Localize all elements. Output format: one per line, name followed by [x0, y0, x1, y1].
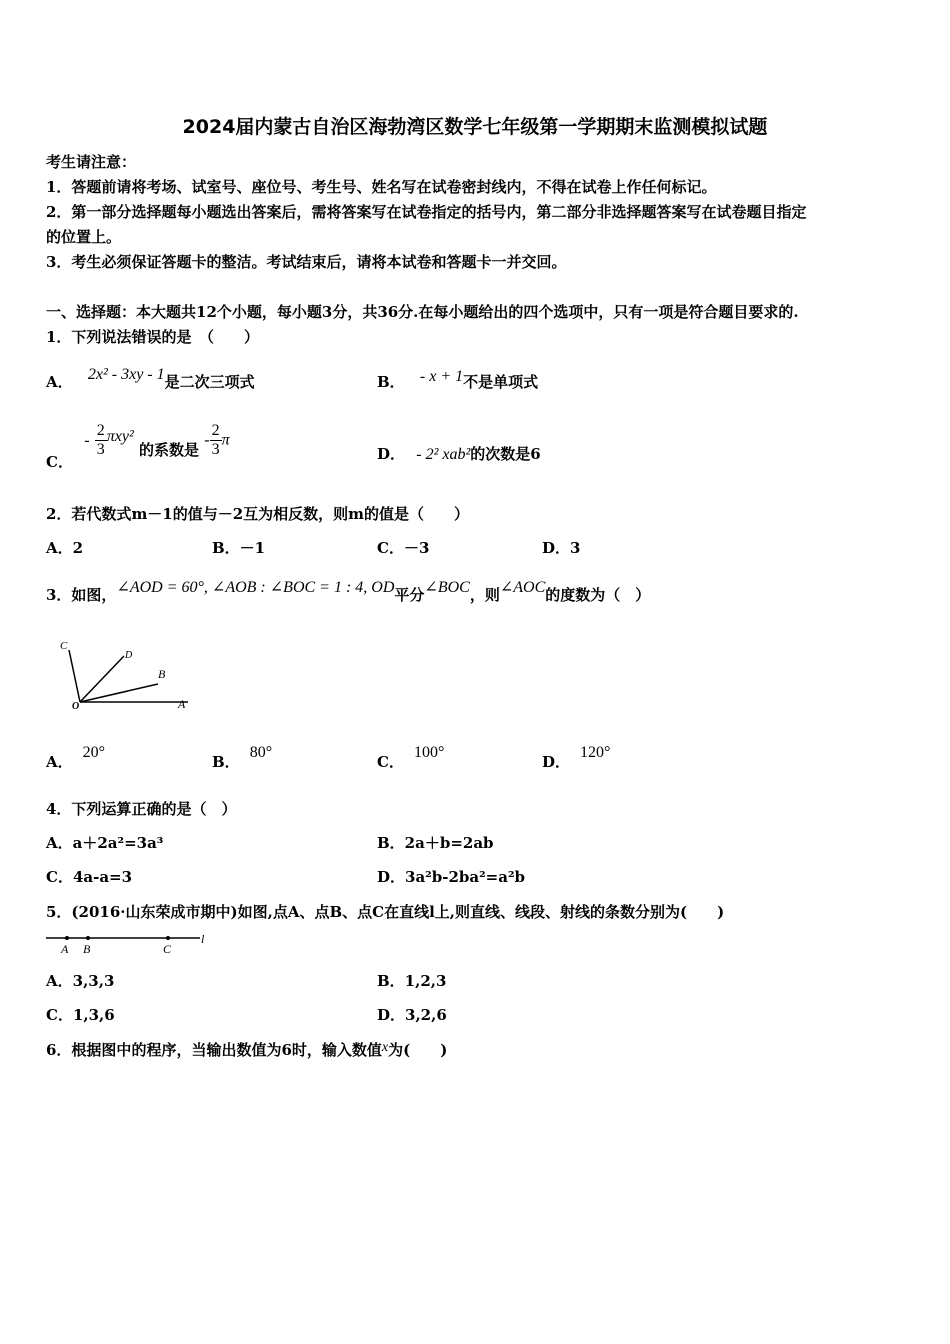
- option-text: 不是单项式: [463, 373, 539, 391]
- line-diagram: [44, 928, 214, 960]
- question-6-stem: 6．根据图中的程序，当输出数值为6时，输入数值x为( ): [46, 1040, 448, 1059]
- label-b: B: [83, 942, 91, 956]
- label-c: C: [60, 640, 68, 652]
- q3-option-b: B．80°: [212, 744, 273, 771]
- angle-diagram: [50, 632, 200, 717]
- math-expression: πxy²: [106, 427, 134, 445]
- math-expression: - x + 1: [419, 368, 464, 385]
- q3-option-d: D．120°: [542, 744, 611, 771]
- math-expression: π: [221, 431, 230, 449]
- q2-option-b: B．－1: [212, 539, 266, 557]
- label-d: D: [125, 650, 133, 661]
- notice-item: 的位置上。: [46, 228, 122, 246]
- notice-item: 3．考生必须保证答题卡的整洁。考试结束后，请将本试卷和答题卡一并交回。: [46, 253, 567, 271]
- page-title: 2024届内蒙古自治区海勃湾区数学七年级第一学期期末监测模拟试题: [182, 116, 768, 138]
- section-heading: 一、选择题：本大题共12个小题，每小题3分，共36分.在每小题给出的四个选项中，只有一项是符合题目要求的.: [46, 303, 799, 321]
- q3-option-c: C．100°: [377, 744, 445, 771]
- label-a: A: [178, 697, 186, 711]
- q4-option-b: B．2a＋b=2ab: [377, 834, 494, 852]
- label-b: B: [158, 667, 166, 681]
- notice-item: 1．答题前请将考场、试室号、座位号、考生号、姓名写在试卷密封线内，不得在试卷上作任何标记。: [46, 178, 717, 196]
- option-label: A．: [46, 373, 73, 391]
- label-a: A: [61, 942, 69, 956]
- q4-option-c: C．4a-a=3: [46, 868, 133, 886]
- q1-option-d: [377, 444, 541, 465]
- math-variable: x: [381, 1040, 389, 1055]
- question-4-stem: 4．下列运算正确的是（ ）: [46, 800, 237, 818]
- q3-option-a: A．20°: [46, 744, 106, 771]
- q2-option-a: A．2: [46, 539, 84, 557]
- fraction: $\frac{2}{3}$: [96, 422, 105, 458]
- math-expression: ∠BOC: [424, 579, 470, 596]
- q5-option-d: D．3,2,6: [377, 1006, 447, 1024]
- question-5-stem: 5．(2016·山东荣成市期中)如图,点A、点B、点C在直线l上,则直线、线段、射线的条数分别为( ): [46, 903, 725, 921]
- option-label: B．: [377, 373, 405, 391]
- math-expression: 2x² - 3xy - 1: [87, 366, 165, 383]
- notice-item: 2．第一部分选择题每小题选出答案后，需将答案写在试卷指定的括号内，第二部分非选择题答案写在试卷题目指定: [46, 203, 807, 221]
- label-o: O: [72, 701, 80, 712]
- q4-option-a: A．a＋2a²=3a³: [46, 834, 164, 852]
- q5-option-b: B．1,2,3: [377, 972, 447, 990]
- q5-option-a: A．3,3,3: [46, 972, 115, 990]
- question-3-stem: 3．如图，∠AOD = 60°, ∠AOB : ∠BOC = 1 : 4, OD平分∠BOC，则∠AOC的度数为（ ）: [46, 579, 651, 604]
- question-2-stem: 2．若代数式m－1的值与－2互为相反数，则m的值是（ ）: [46, 505, 470, 523]
- q4-option-d: D．3a²b-2ba²=a²b: [377, 868, 526, 886]
- math-expression: ∠AOC: [499, 579, 546, 596]
- q2-option-c: C．－3: [377, 539, 430, 557]
- q1-option-b: [377, 368, 539, 393]
- label-l: l: [201, 932, 205, 946]
- label-c: C: [163, 942, 172, 956]
- option-label: D．: [377, 445, 406, 463]
- notice-heading: 考生请注意：: [46, 153, 137, 171]
- q1-option-c: C． - $\frac{2}{3}$ πxy² 的系数是 - $\frac{2}{3}$ π: [46, 422, 230, 471]
- question-1-stem: 1．下列说法错误的是 （ ）: [46, 328, 259, 346]
- q2-option-d: D．3: [542, 539, 581, 557]
- math-expression: ∠AOD = 60°, ∠AOB : ∠BOC = 1 : 4, OD: [116, 579, 395, 596]
- option-text: 的次数是6: [470, 445, 541, 463]
- q5-option-c: C．1,3,6: [46, 1006, 115, 1024]
- option-text: 的系数是: [139, 440, 200, 459]
- q1-option-a: [46, 366, 255, 393]
- fraction: $\frac{2}{3}$: [211, 422, 220, 458]
- math-expression: - 2² xab²: [416, 446, 471, 463]
- option-text: 是二次三项式: [164, 373, 255, 391]
- option-label: C．: [46, 452, 73, 471]
